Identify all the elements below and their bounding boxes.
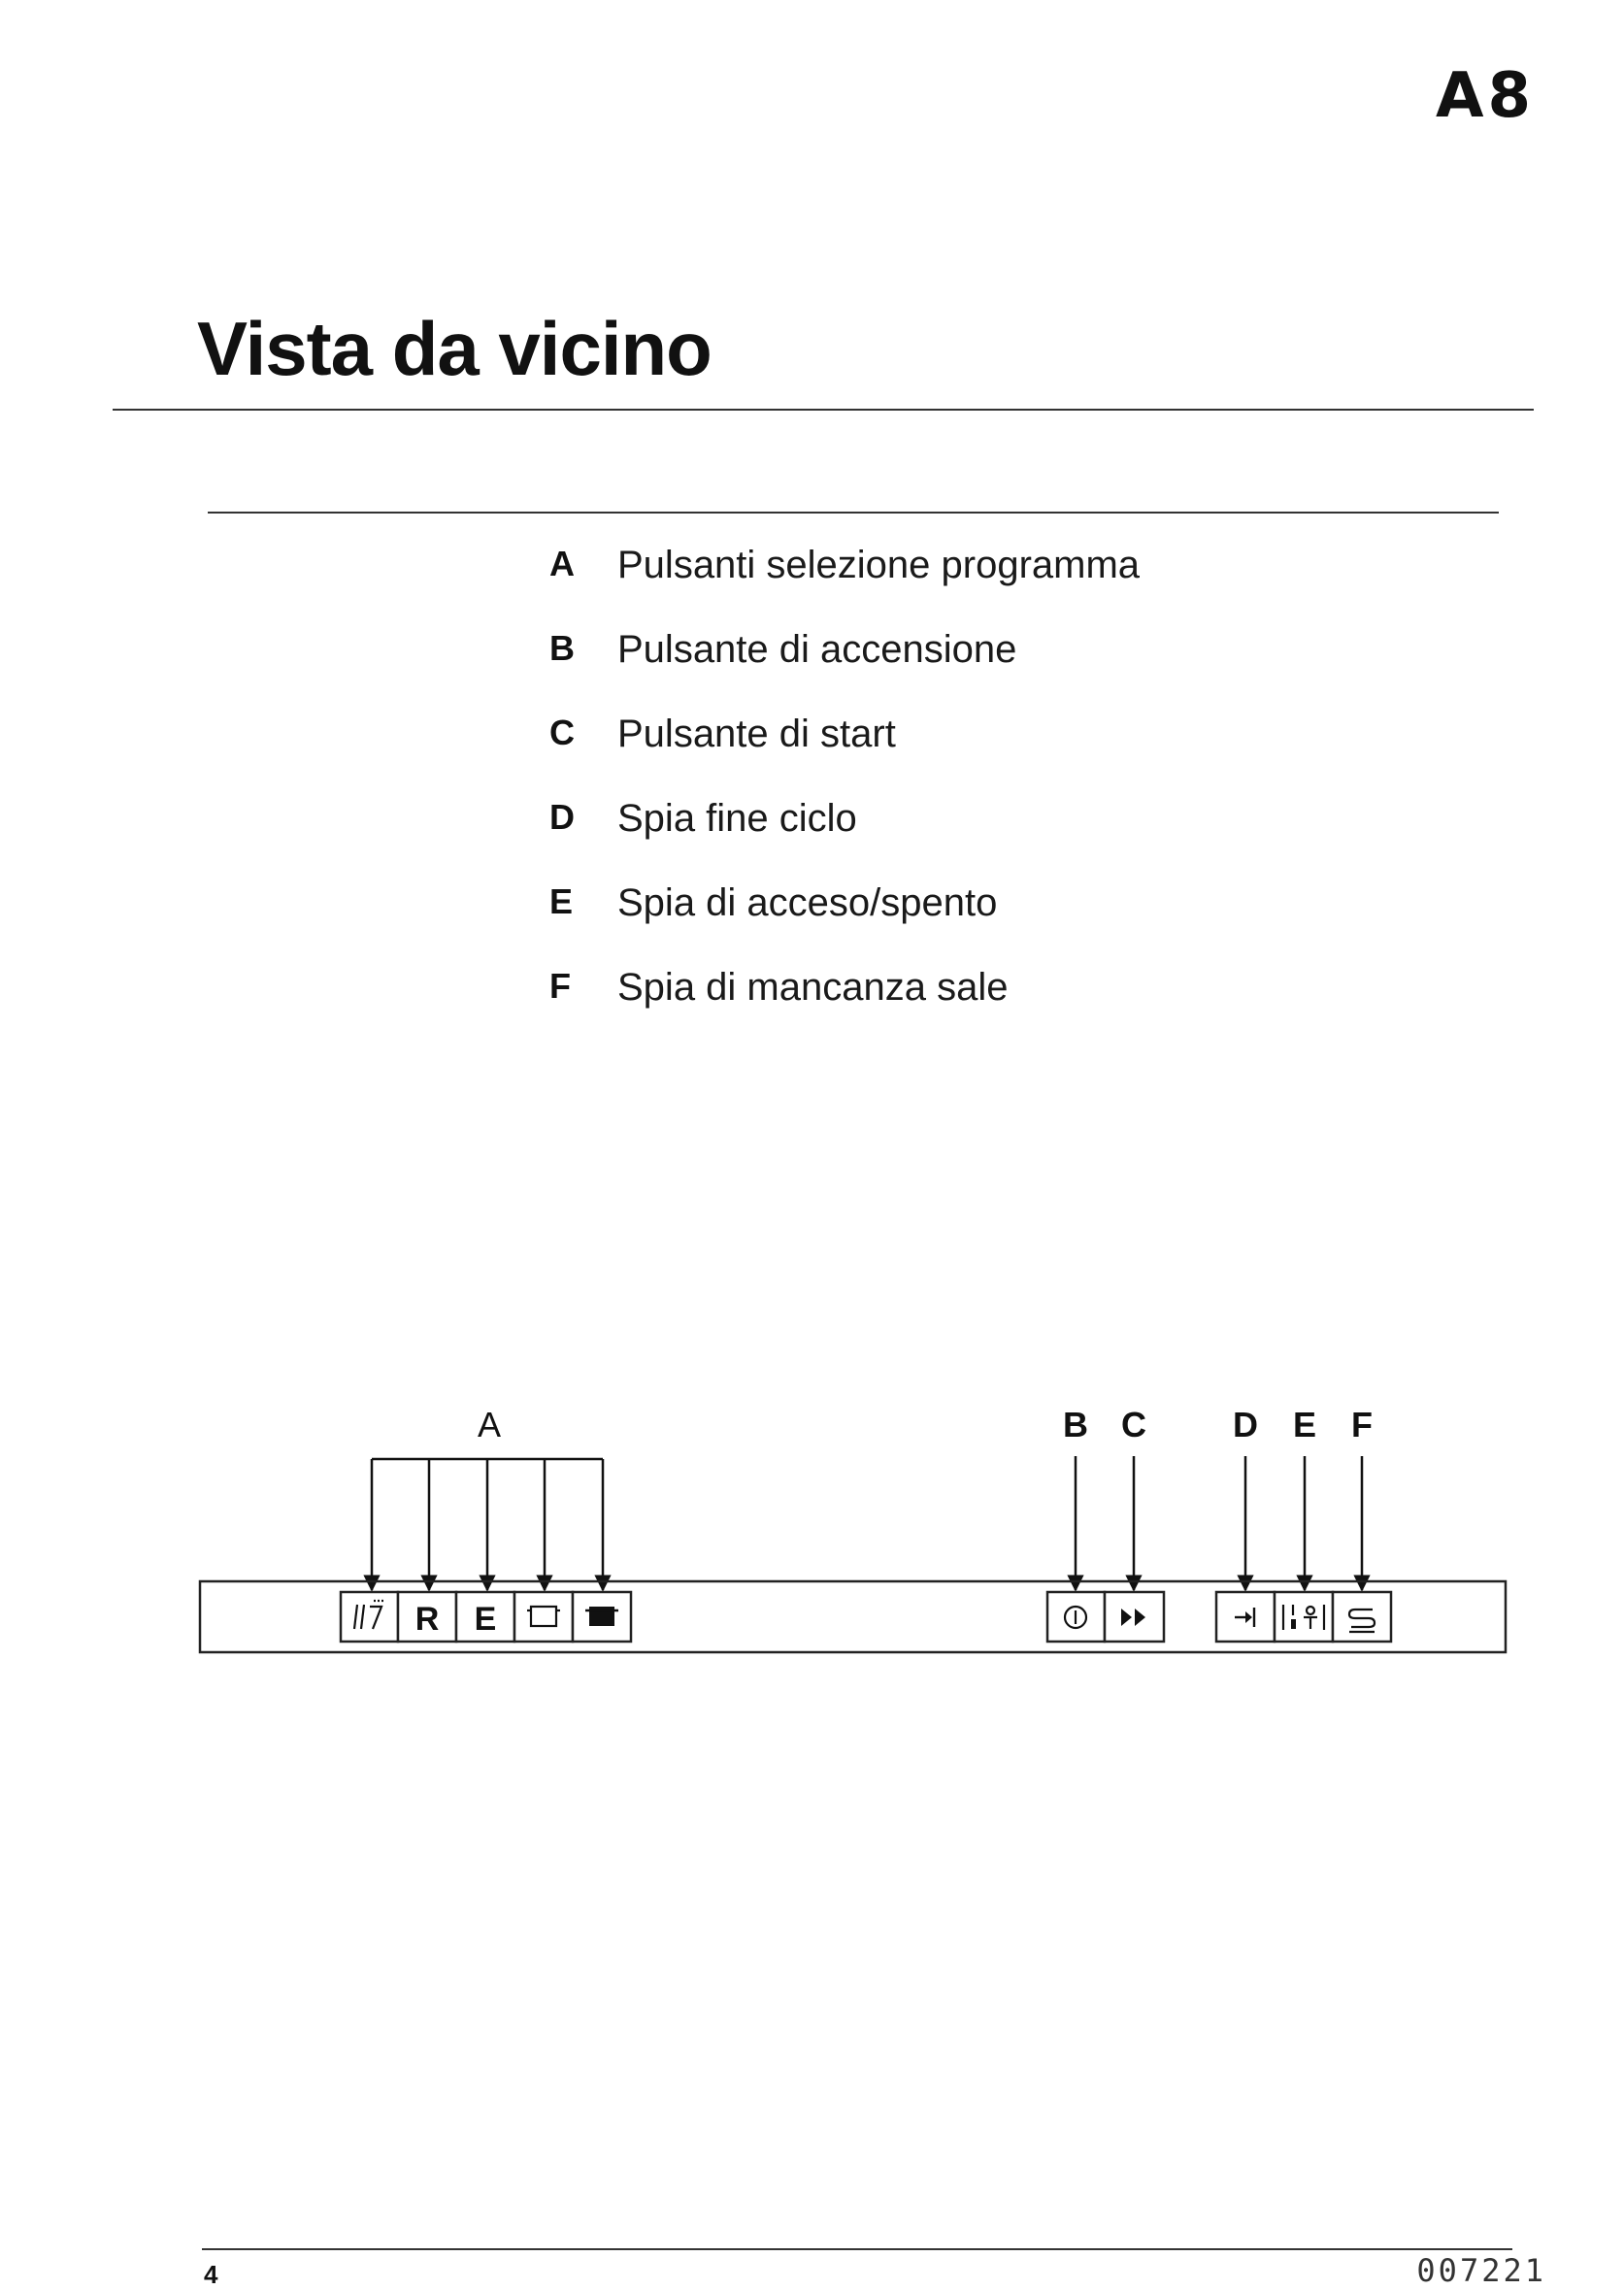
program-button-spray[interactable] [341, 1592, 398, 1642]
control-button-group [1047, 1592, 1164, 1642]
legend-text: Spia di acceso/spento [617, 881, 998, 924]
legend-item [549, 713, 1140, 797]
page-number: 4 [204, 2260, 218, 2289]
legend-text: Pulsante di start [617, 713, 896, 755]
callout-label-c: C [1121, 1405, 1146, 1444]
callout-label-e: E [1292, 1405, 1317, 1444]
legend-item [549, 881, 1140, 966]
program-button-group [341, 1592, 631, 1642]
section-divider [208, 512, 1499, 514]
legend-letter: B [549, 628, 575, 668]
legend-item [549, 797, 1140, 881]
pot-filled-icon [585, 1607, 618, 1626]
legend-letter: E [549, 881, 574, 921]
callout-label-a: A [477, 1405, 502, 1444]
start-button[interactable] [1105, 1592, 1164, 1642]
program-button-e-symbol: E [474, 1601, 497, 1638]
legend-item [549, 966, 1140, 1050]
footer-divider [202, 2248, 1512, 2250]
top-divider [113, 409, 1534, 411]
model-code: A8 [1435, 60, 1535, 132]
legend-letter: F [549, 966, 571, 1006]
callout-label-b: B [1063, 1405, 1088, 1444]
legend-letter: A [549, 544, 575, 583]
legend-text: Pulsante di accensione [617, 628, 1017, 671]
callout-label-d: D [1233, 1405, 1258, 1444]
legend-text: Spia di mancanza sale [617, 966, 1009, 1009]
indicator-salt [1333, 1592, 1391, 1642]
legend-item [549, 544, 1140, 628]
legend-text: Pulsanti selezione programma [617, 544, 1141, 586]
legend-item [549, 628, 1140, 713]
program-button-r-symbol: R [414, 1601, 440, 1638]
control-panel-diagram [0, 1398, 1624, 1679]
legend-text: Spia fine ciclo [617, 797, 857, 840]
legend-list [549, 544, 1140, 1050]
indicator-light-group [1216, 1592, 1391, 1642]
program-button-pot-outline[interactable] [514, 1592, 573, 1642]
callout-label-f: F [1351, 1405, 1373, 1444]
page-title: Vista da vicino [197, 306, 712, 392]
legend-letter: D [549, 797, 575, 837]
legend-letter: C [549, 713, 575, 752]
document-code: 007221 [1416, 2252, 1546, 2289]
